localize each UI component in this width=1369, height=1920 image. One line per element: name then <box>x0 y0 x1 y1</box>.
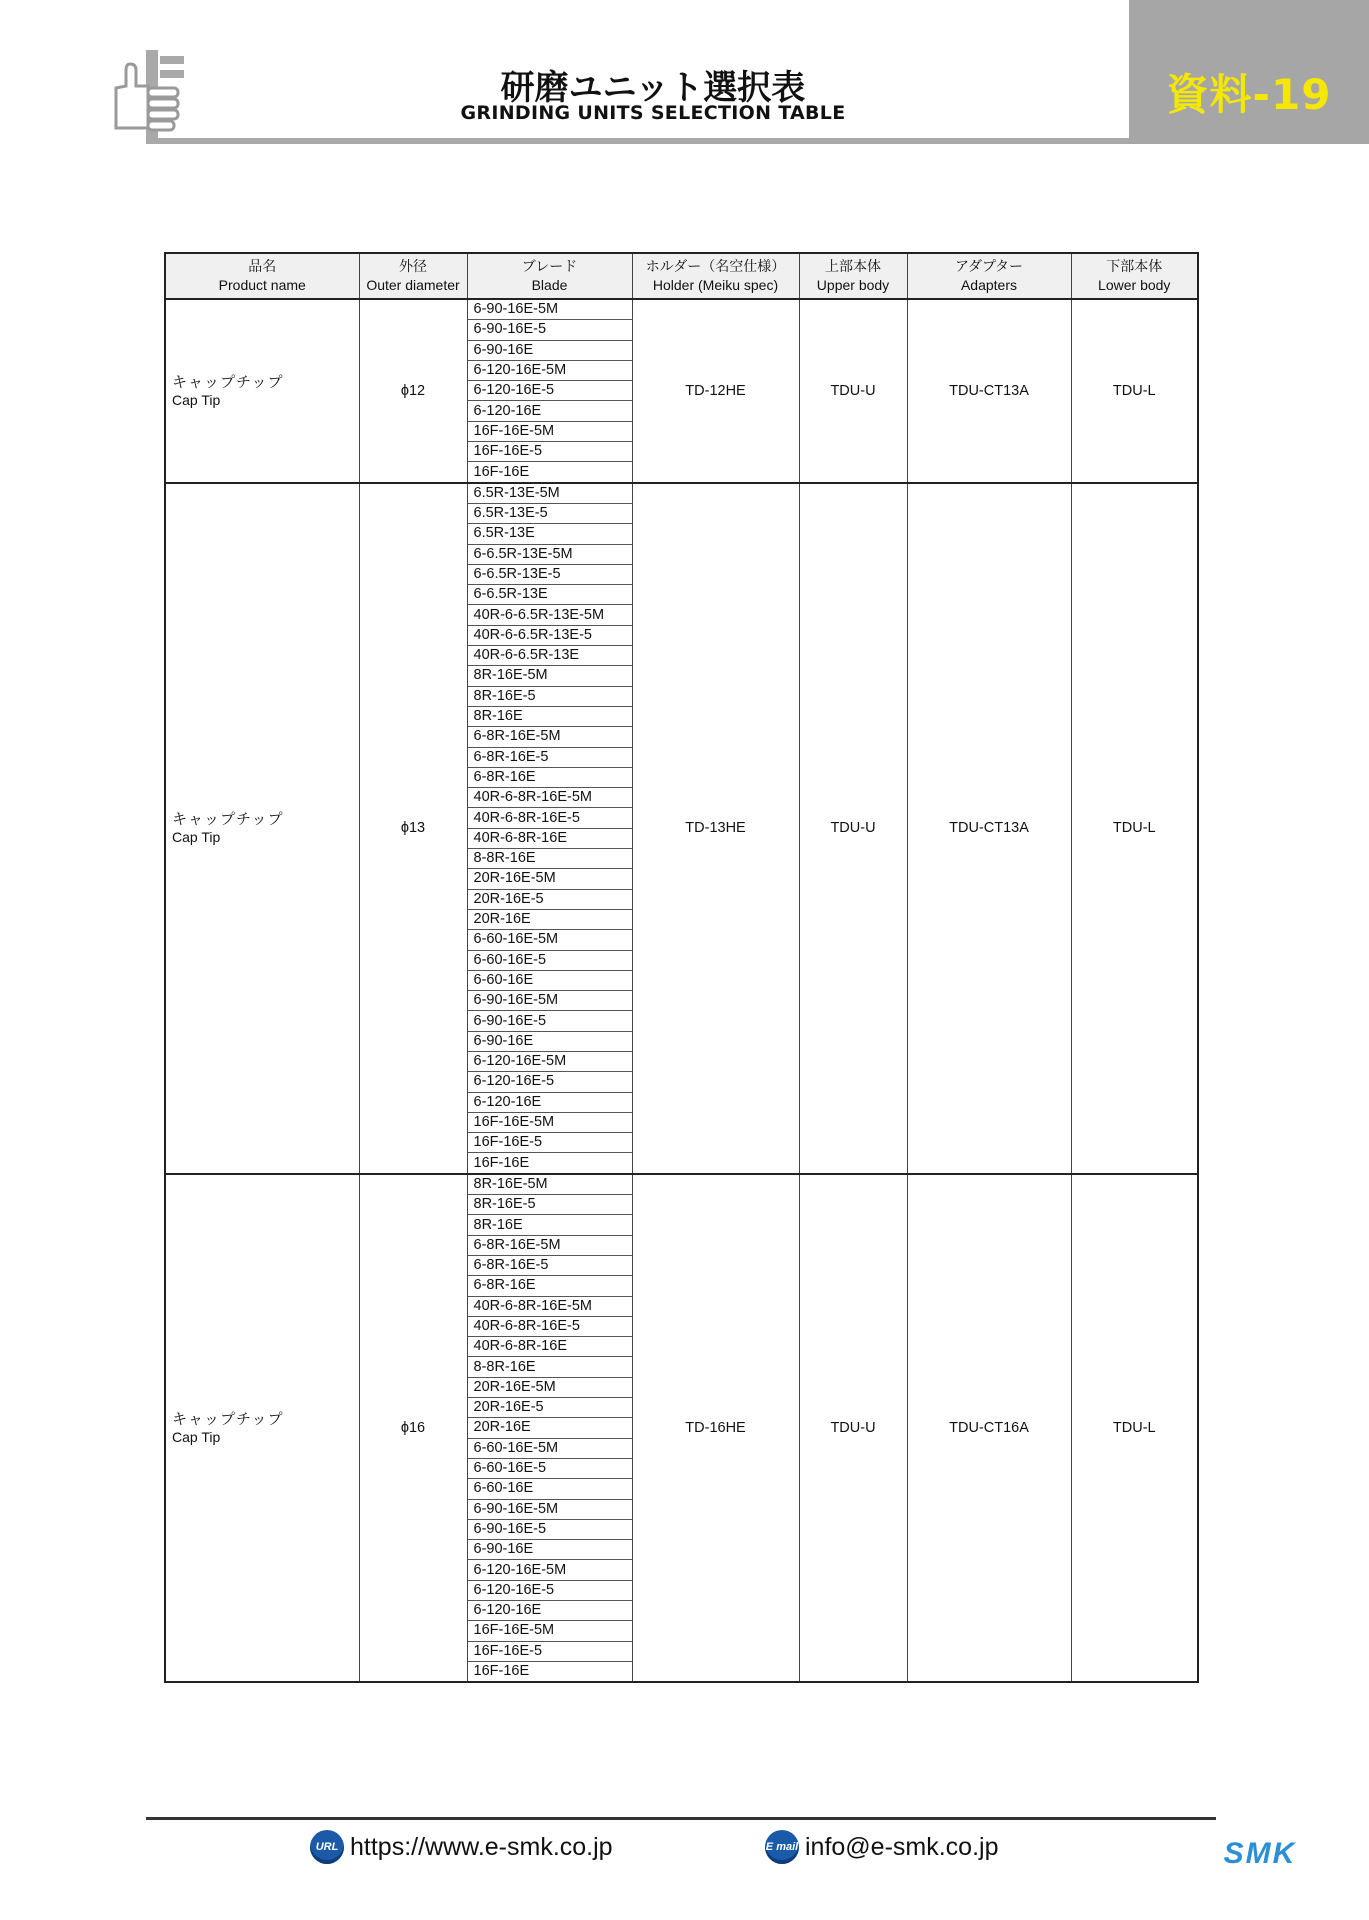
blade-cell: 6-90-16E-5 <box>467 1519 632 1539</box>
blade-cell: 16F-16E <box>467 1153 632 1174</box>
url-link[interactable]: https://www.e-smk.co.jp <box>350 1832 613 1861</box>
blade-cell: 6-120-16E-5 <box>467 1072 632 1092</box>
selection-table-wrapper <box>164 252 1199 1683</box>
blade-cell: 6-90-16E-5 <box>467 1011 632 1031</box>
blade-cell: 6-90-16E <box>467 340 632 360</box>
blade-cell: 16F-16E-5 <box>467 1641 632 1661</box>
blade-cell: 8R-16E-5 <box>467 686 632 706</box>
product-name-cell <box>165 299 359 483</box>
outer-diameter-cell: ϕ16 <box>359 1174 467 1682</box>
table-body <box>165 299 1198 1682</box>
blade-cell: 20R-16E-5M <box>467 1377 632 1397</box>
outer-diameter-cell: ϕ13 <box>359 483 467 1174</box>
product-name-jp: キャップチップ <box>172 810 284 829</box>
blade-cell: 6.5R-13E-5M <box>467 483 632 504</box>
blade-cell: 6-60-16E-5 <box>467 950 632 970</box>
blade-cell: 6.5R-13E <box>467 524 632 544</box>
blade-cell: 6-120-16E-5M <box>467 360 632 380</box>
table-header-row <box>165 253 1198 299</box>
product-name-jp: キャップチップ <box>172 1409 284 1428</box>
blade-cell: 6-120-16E-5 <box>467 381 632 401</box>
holder-cell: TD-13HE <box>632 483 799 1174</box>
product-name-cell <box>165 1174 359 1682</box>
header-divider <box>146 138 1129 144</box>
upper-body-cell: TDU-U <box>799 1174 907 1682</box>
blade-cell: 6-8R-16E-5 <box>467 1255 632 1275</box>
selection-table <box>164 252 1199 1683</box>
upper-body-cell: TDU-U <box>799 299 907 483</box>
header-outer-diameter: 外径 Outer diameter <box>359 253 467 299</box>
product-name-en: Cap Tip <box>172 1428 221 1445</box>
blade-cell: 40R-6-8R-16E-5M <box>467 1296 632 1316</box>
blade-cell: 6-90-16E-5M <box>467 299 632 320</box>
blade-cell: 6-120-16E-5M <box>467 1051 632 1071</box>
upper-body-cell: TDU-U <box>799 483 907 1174</box>
blade-cell: 40R-6-8R-16E-5 <box>467 1316 632 1336</box>
header-product-name: 品名 Product name <box>165 253 359 299</box>
blade-cell: 40R-6-8R-16E-5 <box>467 808 632 828</box>
blade-cell: 6-6.5R-13E-5 <box>467 564 632 584</box>
footer-divider <box>146 1817 1216 1820</box>
blade-cell: 6-8R-16E <box>467 1276 632 1296</box>
blade-cell: 8R-16E-5M <box>467 666 632 686</box>
blade-cell: 6-120-16E-5 <box>467 1580 632 1600</box>
blade-cell: 6-60-16E-5M <box>467 930 632 950</box>
adapter-cell: TDU-CT13A <box>907 299 1071 483</box>
blade-cell: 8R-16E-5 <box>467 1195 632 1215</box>
blade-cell: 16F-16E-5M <box>467 421 632 441</box>
blade-cell: 6-90-16E <box>467 1540 632 1560</box>
blade-cell: 6-90-16E-5 <box>467 320 632 340</box>
blade-cell: 20R-16E-5 <box>467 889 632 909</box>
product-name-en: Cap Tip <box>172 391 221 408</box>
table-row <box>165 1174 1198 1195</box>
header-upper-body: 上部本体 Upper body <box>799 253 907 299</box>
blade-cell: 20R-16E <box>467 1418 632 1438</box>
adapter-cell: TDU-CT13A <box>907 483 1071 1174</box>
blade-cell: 40R-6-8R-16E <box>467 828 632 848</box>
blade-cell: 6-90-16E-5M <box>467 991 632 1011</box>
blade-cell: 6-8R-16E-5M <box>467 727 632 747</box>
blade-cell: 6-60-16E-5 <box>467 1458 632 1478</box>
smk-logo-text: SMK <box>1223 1838 1297 1866</box>
header-holder: ホルダー（名空仕様） Holder (Meiku spec) <box>632 253 799 299</box>
blade-cell: 16F-16E <box>467 462 632 483</box>
holder-cell: TD-12HE <box>632 299 799 483</box>
product-name-en: Cap Tip <box>172 829 221 846</box>
blade-cell: 16F-16E-5 <box>467 1133 632 1153</box>
blade-cell: 20R-16E <box>467 909 632 929</box>
lower-body-cell: TDU-L <box>1071 1174 1198 1682</box>
email-link[interactable]: info@e-smk.co.jp <box>805 1832 999 1861</box>
blade-cell: 6-90-16E <box>467 1031 632 1051</box>
blade-cell: 16F-16E-5M <box>467 1621 632 1641</box>
footer-url[interactable] <box>310 1830 613 1864</box>
blade-cell: 8-8R-16E <box>467 849 632 869</box>
blade-cell: 40R-6-8R-16E <box>467 1337 632 1357</box>
blade-cell: 6-60-16E-5M <box>467 1438 632 1458</box>
lower-body-cell: TDU-L <box>1071 483 1198 1174</box>
footer-email[interactable] <box>765 1830 999 1864</box>
blade-cell: 6-8R-16E <box>467 767 632 787</box>
blade-cell: 6-8R-16E-5M <box>467 1235 632 1255</box>
blade-cell: 6-120-16E <box>467 401 632 421</box>
blade-cell: 20R-16E-5M <box>467 869 632 889</box>
blade-cell: 40R-6-6.5R-13E <box>467 646 632 666</box>
header-lower-body: 下部本体 Lower body <box>1071 253 1198 299</box>
email-icon: E mail <box>765 1830 799 1864</box>
page-label: 資料-19 <box>1166 70 1332 119</box>
product-name-cell <box>165 483 359 1174</box>
thumbs-up-icon <box>108 50 184 144</box>
blade-cell: 40R-6-6.5R-13E-5 <box>467 625 632 645</box>
blade-cell: 40R-6-6.5R-13E-5M <box>467 605 632 625</box>
blade-cell: 20R-16E-5 <box>467 1398 632 1418</box>
product-name-jp: キャップチップ <box>172 372 284 391</box>
blade-cell: 16F-16E-5M <box>467 1112 632 1132</box>
blade-cell: 8R-16E <box>467 706 632 726</box>
adapter-cell: TDU-CT16A <box>907 1174 1071 1682</box>
url-icon: URL <box>310 1830 344 1864</box>
blade-cell: 6-120-16E <box>467 1601 632 1621</box>
blade-cell: 16F-16E-5 <box>467 442 632 462</box>
page-subtitle: GRINDING UNITS SELECTION TABLE <box>460 102 846 124</box>
lower-body-cell: TDU-L <box>1071 299 1198 483</box>
blade-cell: 6-8R-16E-5 <box>467 747 632 767</box>
blade-cell: 6-6.5R-13E-5M <box>467 544 632 564</box>
blade-cell: 8R-16E <box>467 1215 632 1235</box>
table-row <box>165 483 1198 504</box>
blade-cell: 16F-16E <box>467 1661 632 1682</box>
outer-diameter-cell: ϕ12 <box>359 299 467 483</box>
table-row <box>165 299 1198 320</box>
page-label-box <box>1129 0 1369 144</box>
blade-cell: 6.5R-13E-5 <box>467 503 632 523</box>
page-title: 研磨ユニット選択表 <box>500 68 806 108</box>
blade-cell: 8-8R-16E <box>467 1357 632 1377</box>
blade-cell: 6-6.5R-13E <box>467 585 632 605</box>
blade-cell: 40R-6-8R-16E-5M <box>467 788 632 808</box>
smk-logo <box>1210 1838 1310 1866</box>
blade-cell: 6-90-16E-5M <box>467 1499 632 1519</box>
blade-cell: 6-60-16E <box>467 970 632 990</box>
blade-cell: 6-120-16E-5M <box>467 1560 632 1580</box>
blade-cell: 6-120-16E <box>467 1092 632 1112</box>
holder-cell: TD-16HE <box>632 1174 799 1682</box>
header-adapters: アダプター Adapters <box>907 253 1071 299</box>
blade-cell: 8R-16E-5M <box>467 1174 632 1195</box>
header-blade: ブレード Blade <box>467 253 632 299</box>
blade-cell: 6-60-16E <box>467 1479 632 1499</box>
